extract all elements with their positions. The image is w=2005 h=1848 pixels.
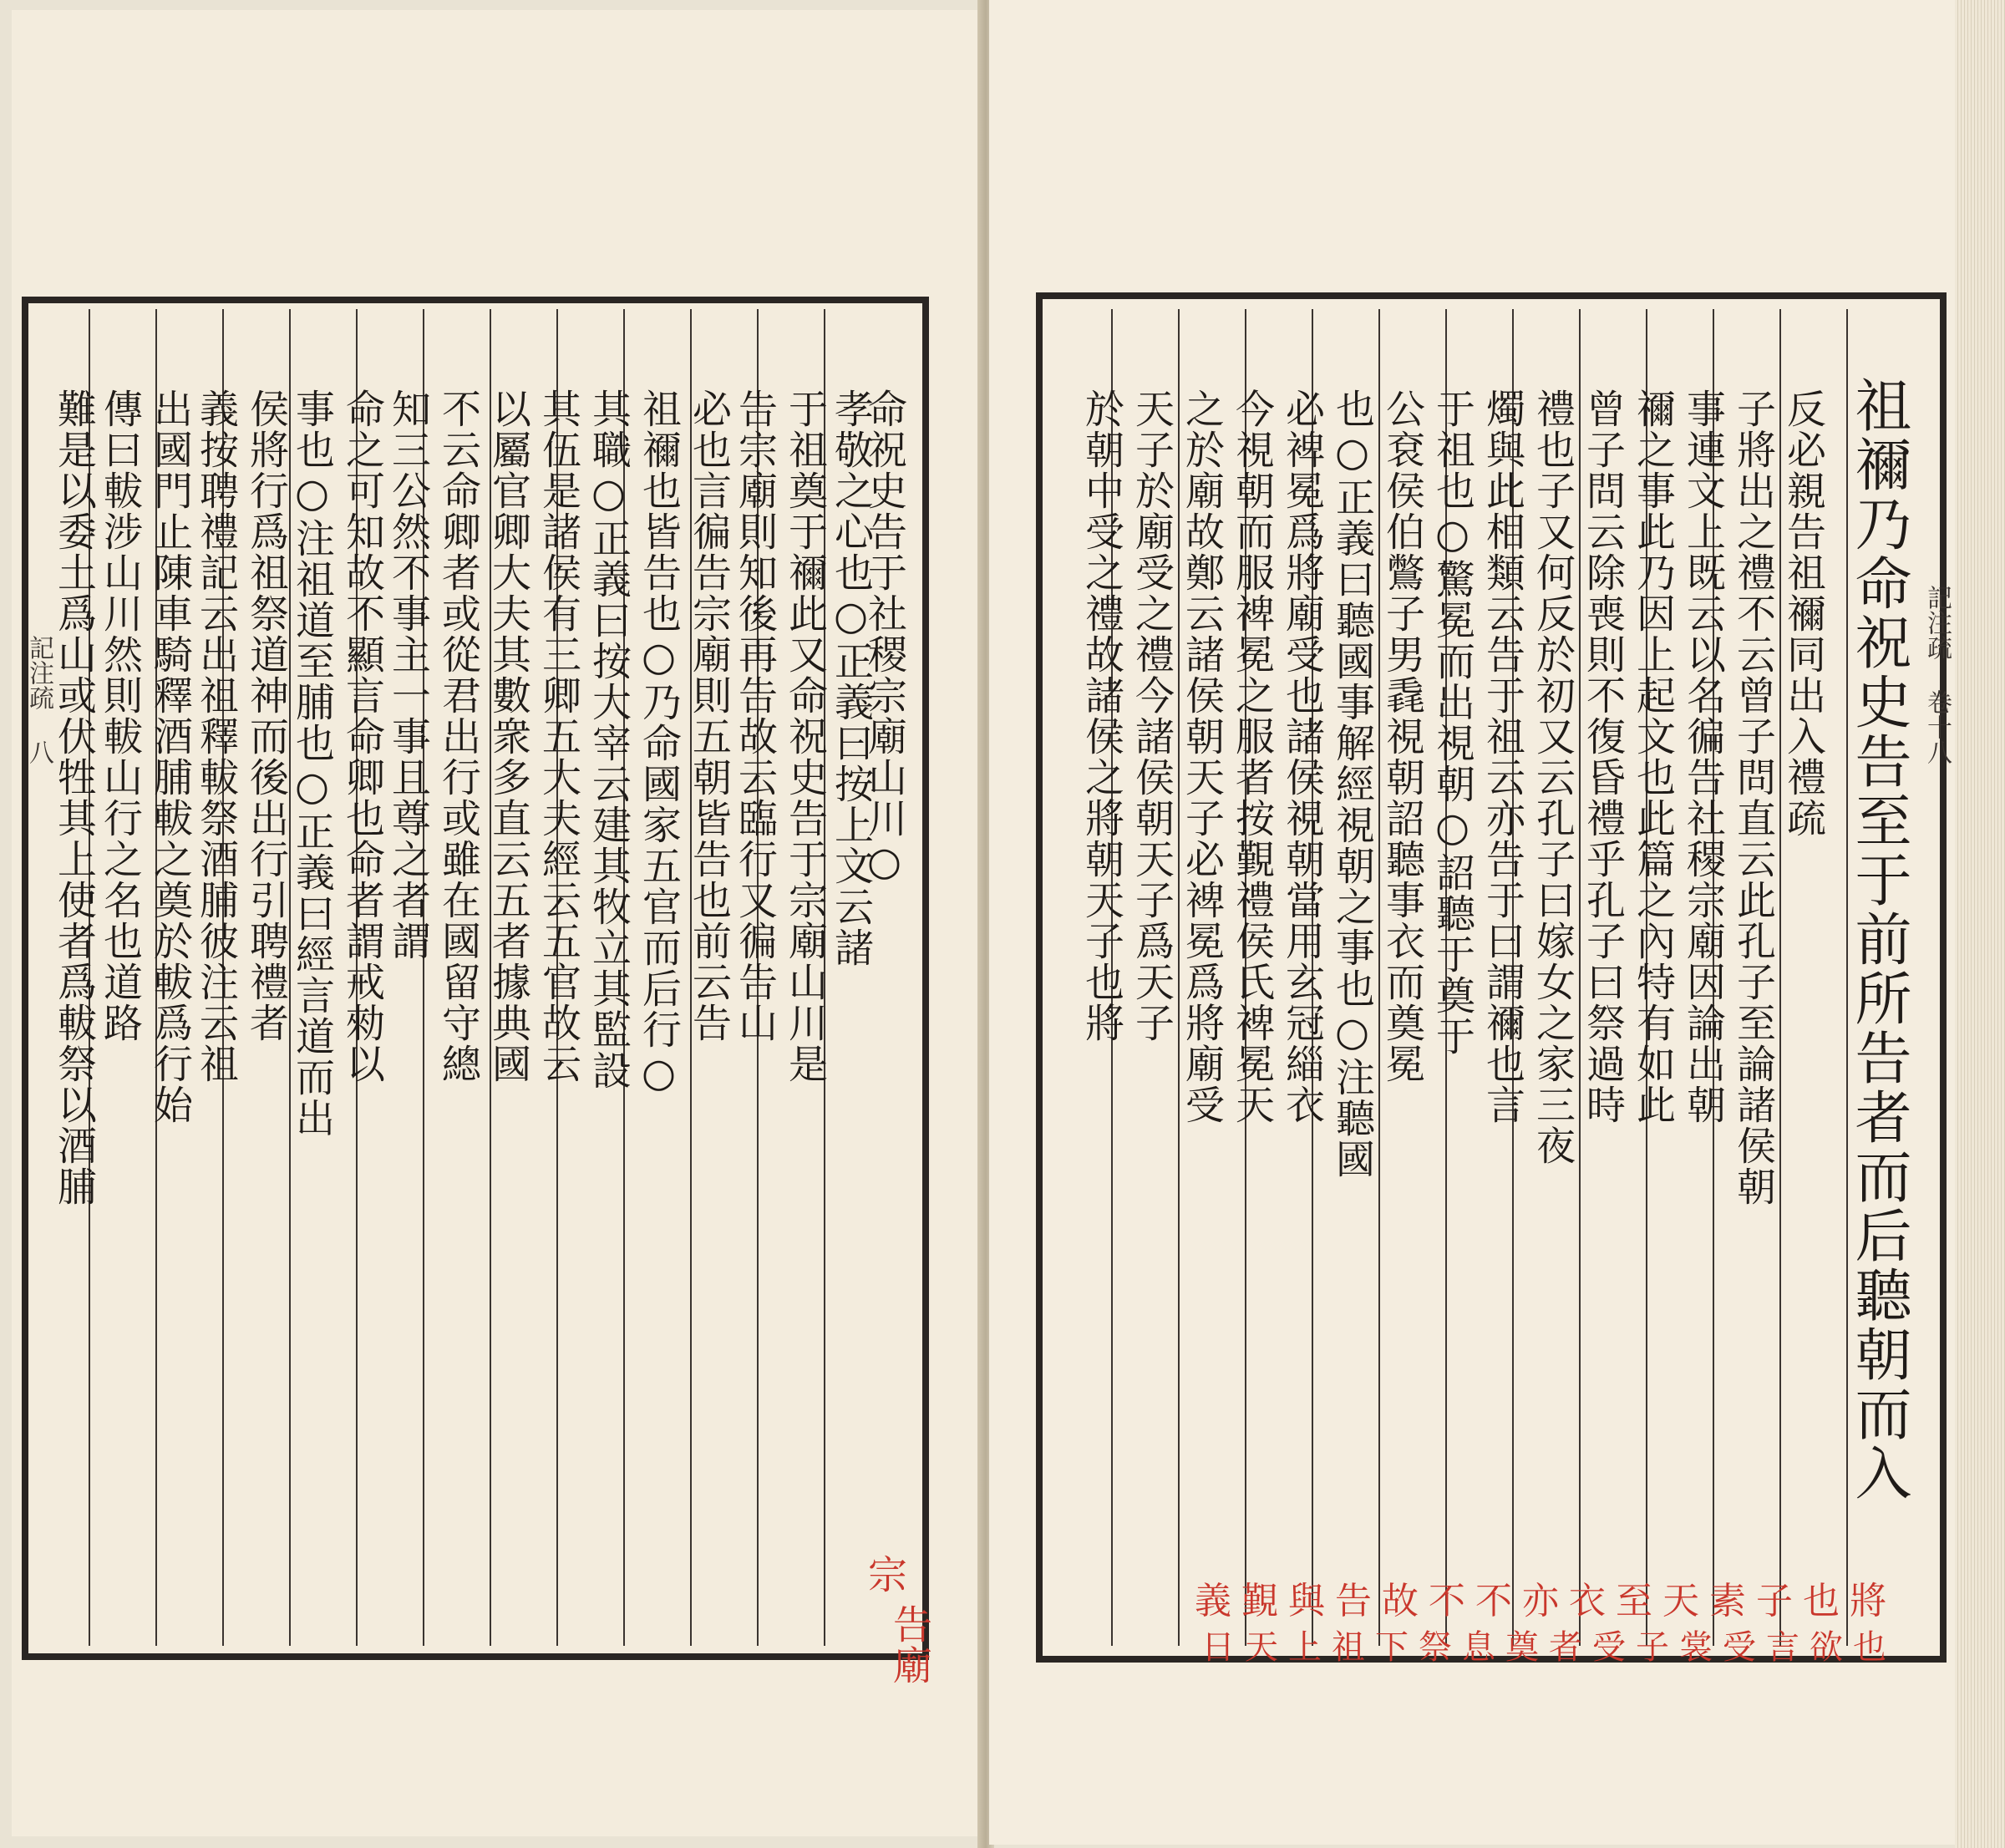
text-column: 出國門止陳車騎釋酒脯軷之奠於軷爲行始: [147, 388, 193, 1125]
text-column: 燭與此相類云告于祖云亦告于曰謂禰也言: [1480, 388, 1525, 1125]
text-column: 今視朝而服裨冕之服者按覲禮侯氏裨冕天: [1229, 388, 1275, 1125]
text-column: 禰之事此乃因上起文也此篇之內特有如此: [1630, 388, 1676, 1125]
red-annotation-row: 義覲與告故不不亦衣至天素子也將: [1195, 1580, 1896, 1621]
text-column: 其伍是諸侯有三卿五大夫經云五官故云: [536, 388, 581, 1084]
text-column: 義按聘禮記云出祖釋軷祭酒脯彼注云祖: [193, 388, 239, 1084]
text-column: 傳曰軷涉山川然則軷山行之名也道路: [97, 388, 143, 1043]
text-column: 事連文上既云以名徧告社稷宗廟因論出朝: [1680, 388, 1726, 1125]
text-column: 公袞侯伯鷩子男毳視朝詔聽事衣而奠冕: [1379, 388, 1425, 1084]
text-column: 必也言徧告宗廟則五朝皆告也前云告: [686, 388, 732, 1043]
text-column: 必裨冕爲將廟受也諸侯視朝當用玄冠緇衣: [1279, 388, 1325, 1125]
red-annotation-row: 日天上祖下祭息奠者受子裳受言欲也: [1201, 1628, 1896, 1667]
text-column: 以屬官卿大夫其數衆多直云五者據典國: [485, 388, 531, 1084]
text-column: 于祖也○驚冕而出視朝○詔聽于奠于: [1429, 388, 1475, 1057]
red-marginal-note: 告廟: [886, 1604, 932, 1686]
text-column: 之於廟故鄭云諸侯朝天子必裨冕爲將廟受: [1179, 388, 1225, 1125]
page-ear-label: 記注疏 卷十八: [1922, 585, 1952, 764]
text-column: 反必親告祖禰同出入禮疏: [1780, 388, 1826, 839]
text-column: 也○正義曰聽國事解經視朝之事也○注聽國: [1329, 388, 1375, 1180]
text-column: 于祖奠于禰此又命祝史告于宗廟山川是: [782, 388, 828, 1084]
text-column: 天子於廟受之禮今諸侯朝天子爲天子: [1129, 388, 1175, 1043]
page-edges: [1955, 0, 2005, 1848]
text-column: 侯將行爲祖祭道神而後出行引聘禮者: [243, 388, 289, 1043]
text-column: 於朝中受之禮故諸侯之將朝天子也將: [1079, 388, 1124, 1043]
main-text-column: 祖禰乃命祝史告至于前所告者而后聽朝而入: [1845, 376, 1911, 1503]
text-column: 孝敬之心也○正義曰按上文云諸: [828, 388, 874, 968]
text-column: 曾子問云除喪則不復昏禮乎孔子曰祭過時: [1580, 388, 1626, 1125]
red-marginal-note: 宗: [861, 1554, 907, 1595]
text-column: 不云命卿者或從君出行或雖在國留守總: [435, 388, 481, 1084]
text-column: 難是以委土爲山或伏牲其上使者爲軷祭以酒脯: [51, 388, 97, 1207]
text-column: 知三公然不事主一事且尊之者謂: [385, 388, 431, 962]
text-column: 告宗廟則知後再告故云臨行又徧告山: [732, 388, 778, 1043]
text-column: 祖禰也皆告也○乃命國家五官而后行○: [636, 388, 682, 1098]
text-column: 子將出之禮不云曾子問直云此孔子至論諸侯朝: [1730, 388, 1776, 1207]
text-column: 禮也子又何反於初又云孔子曰嫁女之家三夜: [1530, 388, 1576, 1166]
page-ear-label: 記注疏 八: [24, 635, 53, 764]
text-column: 命之可知故不顯言命卿也命者謂戒勑以: [339, 388, 385, 1084]
text-column: 命祝史告于社稷宗廟山川○: [861, 388, 907, 886]
text-column: 事也○注祖道至脯也○正義曰經言道而出: [289, 388, 335, 1139]
text-column: 其職○正義曰按大宰云建其牧立其監設: [586, 388, 632, 1091]
